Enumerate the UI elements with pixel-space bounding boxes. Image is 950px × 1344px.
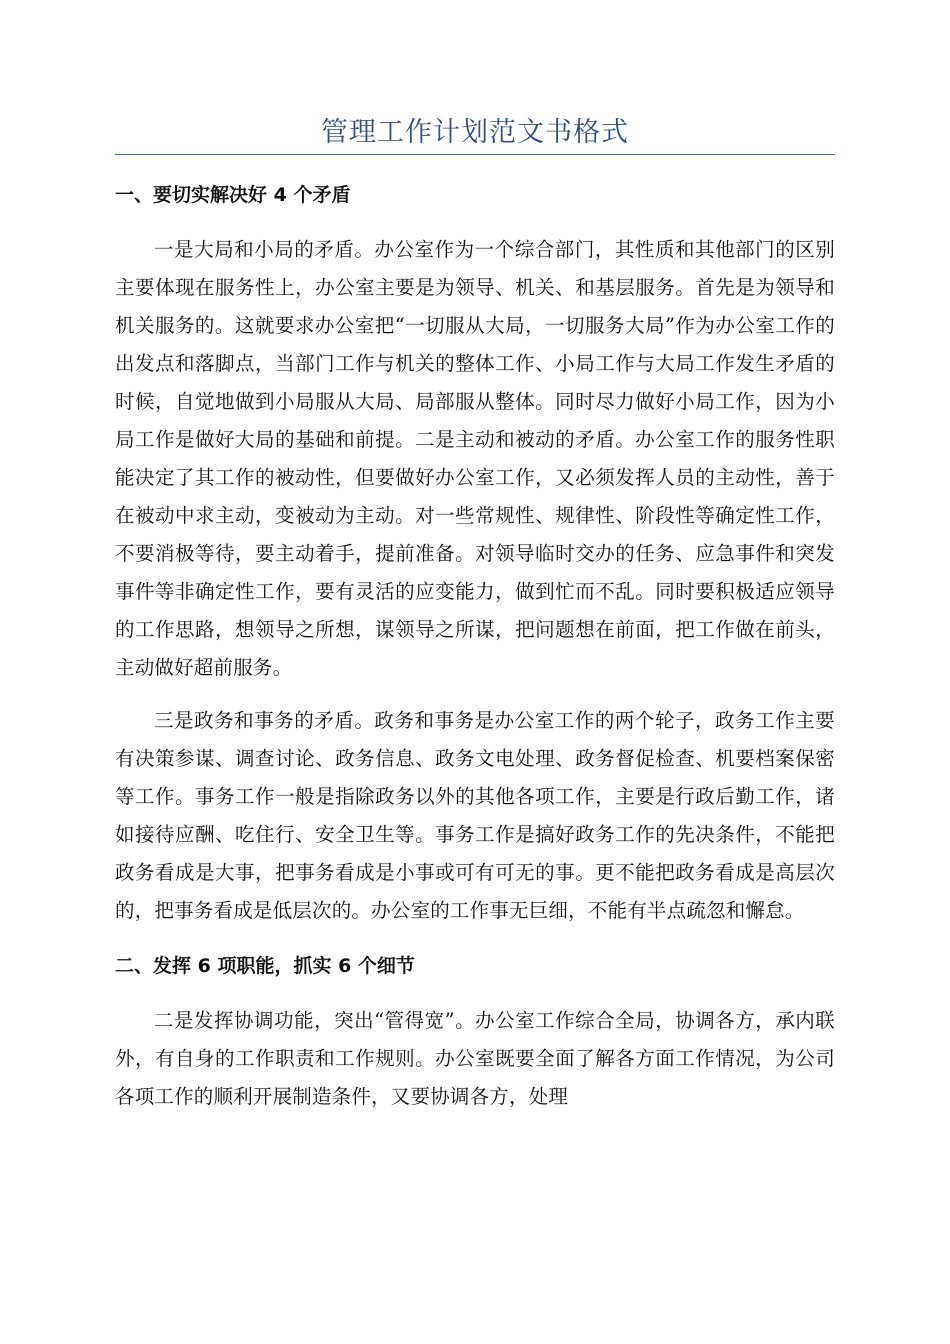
section-heading-2: 二、发挥 6 项职能，抓实 6 个细节	[115, 955, 415, 977]
section-1-paragraph-2: 三是政务和事务的矛盾。政务和事务是办公室工作的两个轮子，政务工作主要有决策参谋、调查讨论、政务信息、政务文电处理、政务督促检查、机要档案保密等工作。事务工作一般是指除政务以外的其他各项工作，主要是行政后勤工作，诸如接待应酬、吃住行、安全卫生等。事务工作是搞好政务工作的先决条件，不能把政务看成是大事，把事务看成是小事或可有可无的事。更不能把政务看成是高层次的，把事务看成是低层次的。办公室的工作事无巨细，不能有半点疏忽和懈怠。	[115, 709, 835, 922]
section-heading-1: 一、要切实解决好 4 个矛盾	[115, 184, 351, 206]
document-title: 管理工作计划范文书格式	[321, 117, 629, 148]
document-page	[115, 0, 835, 1116]
title-underline	[115, 154, 835, 155]
section-1-paragraph-1: 一是大局和小局的矛盾。办公室作为一个综合部门，其性质和其他部门的区别主要体现在服务性上，办公室主要是为领导、机关、和基层服务。首先是为领导和机关服务的。这就要求办公室把“一切服从大局，一切服务大局”作为办公室工作的出发点和落脚点，当部门工作与机关的整体工作、小局工作与大局工作发生矛盾的时候，自觉地做到小局服从大局、局部服从整体。同时尽力做好小局工作，因为小局工作是做好大局的基础和前提。二是主动和被动的矛盾。办公室工作的服务性职能决定了其工作的被动性，但要做好办公室工作，又必须发挥人员的主动性，善于在被动中求主动，变被动为主动。对一些常规性、规律性、阶段性等确定性工作，不要消极等待，要主动着手，提前准备。对领导临时交办的任务、应急事件和突发事件等非确定性工作，要有灵活的应变能力，做到忙而不乱。同时要积极适应领导的工作思路，想领导之所想，谋领导之所谋，把问题想在前面，把工作做在前头，主动做好超前服务。	[115, 238, 835, 679]
section-2-paragraph-1: 二是发挥协调功能，突出“管得宽”。办公室工作综合全局，协调各方，承内联外，有自身的工作职责和工作规则。办公室既要全面了解各方面工作情况，为公司各项工作的顺利开展制造条件，又要协调各方，处理	[115, 1009, 835, 1108]
